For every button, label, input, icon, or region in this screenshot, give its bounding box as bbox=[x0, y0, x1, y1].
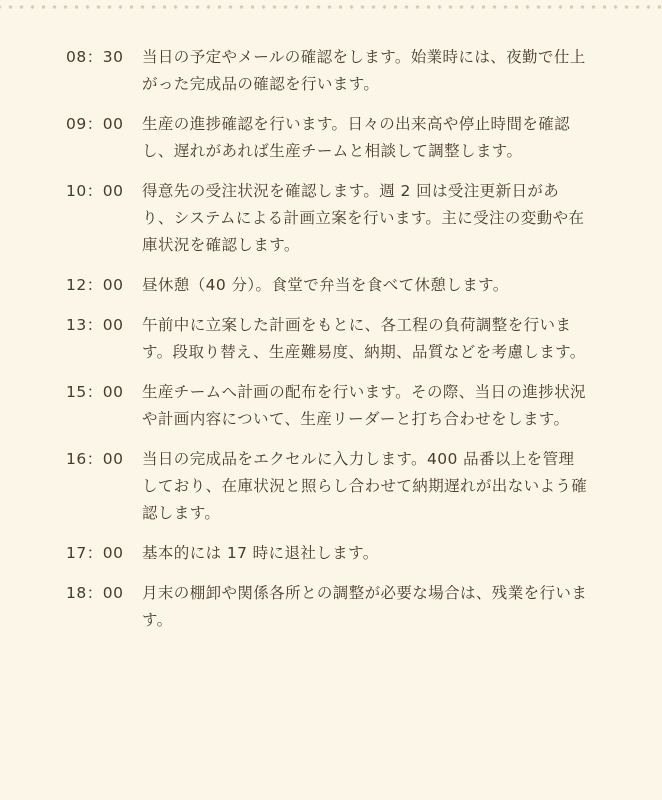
schedule-description: 生産チームへ計画の配布を行います。その際、当日の進捗状況や計画内容について、生産リーダーと打ち合わせをします。 bbox=[142, 383, 586, 428]
schedule-time: 18：00 bbox=[66, 584, 124, 602]
schedule-entry-0900 bbox=[66, 111, 590, 165]
schedule-time: 16：00 bbox=[66, 450, 124, 468]
schedule-entry-1500 bbox=[66, 379, 590, 433]
schedule-list bbox=[66, 44, 590, 647]
schedule-time: 15：00 bbox=[66, 383, 124, 401]
schedule-description: 基本的には 17 時に退社します。 bbox=[142, 544, 379, 562]
schedule-entry-1300 bbox=[66, 312, 590, 366]
schedule-entry-0830 bbox=[66, 44, 590, 98]
schedule-time: 08：30 bbox=[66, 48, 124, 66]
schedule-description: 当日の予定やメールの確認をします。始業時には、夜勤で仕上がった完成品の確認を行います。 bbox=[142, 48, 586, 93]
schedule-entry-1700 bbox=[66, 540, 590, 567]
dotted-border bbox=[0, 4, 662, 10]
schedule-time: 17：00 bbox=[66, 544, 124, 562]
schedule-description: 得意先の受注状況を確認します。週 2 回は受注更新日があり、システムによる計画立案を行います。主に受注の変動や在庫状況を確認します。 bbox=[142, 182, 585, 254]
schedule-time: 12：00 bbox=[66, 276, 124, 294]
schedule-entry-1600 bbox=[66, 446, 590, 527]
schedule-description: 午前中に立案した計画をもとに、各工程の負荷調整を行います。段取り替え、生産難易度、納期、品質などを考慮します。 bbox=[142, 316, 586, 361]
schedule-time: 09：00 bbox=[66, 115, 124, 133]
schedule-entry-1000 bbox=[66, 178, 590, 259]
schedule-description: 月末の棚卸や関係各所との調整が必要な場合は、残業を行います。 bbox=[142, 584, 588, 629]
schedule-time: 13：00 bbox=[66, 316, 124, 334]
schedule-entry-1200 bbox=[66, 272, 590, 299]
schedule-time: 10：00 bbox=[66, 182, 124, 200]
schedule-description: 昼休憩（40 分）。食堂で弁当を食べて休憩します。 bbox=[142, 276, 509, 294]
schedule-description: 当日の完成品をエクセルに入力します。400 品番以上を管理しており、在庫状況と照らし合わせて納期遅れが出ないよう確認します。 bbox=[142, 450, 588, 522]
schedule-description: 生産の進捗確認を行います。日々の出来高や停止時間を確認し、遅れがあれば生産チームと相談して調整します。 bbox=[142, 115, 571, 160]
schedule-entry-1800 bbox=[66, 580, 590, 634]
